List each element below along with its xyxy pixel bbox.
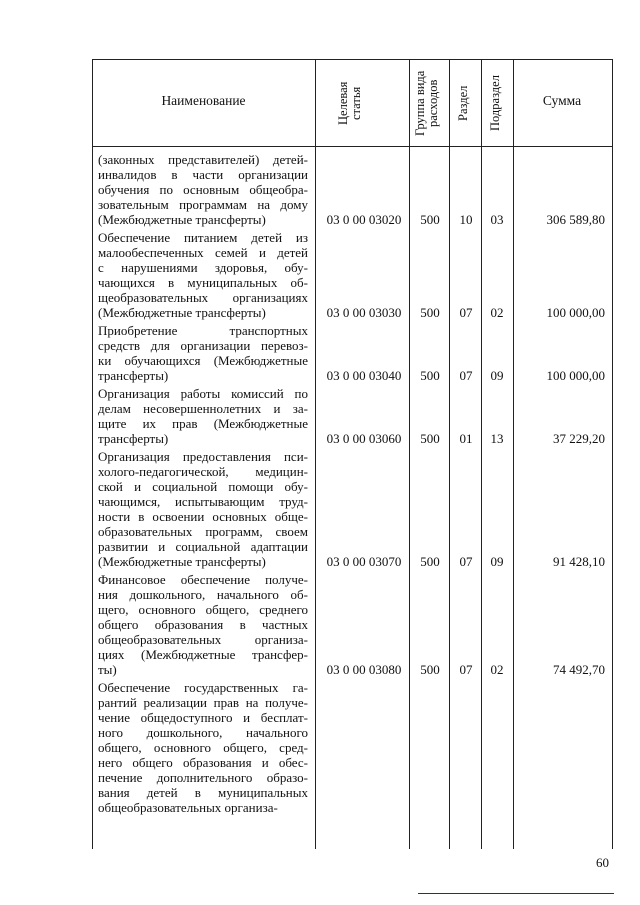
row-name-line: рантий реализации прав на получе- [98, 695, 308, 710]
row-name-line: инвалидов в части организации [98, 167, 308, 182]
row-name [98, 323, 308, 383]
row-name-line: трансферты) [98, 368, 169, 383]
row-name-line: (Межбюджетные трансферты) [98, 554, 266, 569]
row-name-line: Обеспечение государственных га- [98, 680, 308, 695]
header-sum: Сумма [542, 93, 582, 108]
header-name: Наименование [161, 93, 246, 108]
table-left-border [92, 59, 93, 849]
row-sum: 74 492,70 [553, 662, 605, 677]
row-target-code: 03 0 00 03070 [326, 554, 402, 569]
footer-rule [418, 893, 614, 894]
row-name-line: общего образования в частных [98, 617, 308, 632]
row-name-line: с нарушениями здоровья, обу- [98, 260, 308, 275]
row-target-code: 03 0 00 03080 [326, 662, 402, 677]
row-sum: 37 229,20 [553, 431, 605, 446]
table-top-border [92, 59, 612, 60]
row-name-line: образовательных программ, своем [98, 524, 308, 539]
row-name [98, 386, 308, 446]
column-divider-subsection [513, 59, 514, 849]
row-name-line: обучения по основным общеобра- [98, 182, 308, 197]
row-section: 10 [459, 212, 473, 227]
row-group: 500 [420, 305, 440, 320]
page-number: 60 [596, 855, 609, 870]
row-subsection: 09 [490, 554, 504, 569]
row-name-line: чающимся, испытывающим труд- [98, 494, 308, 509]
row-name-line: Обеспечение питанием детей из [98, 230, 308, 245]
row-name-line: трансферты) [98, 431, 169, 446]
row-name-line: малообеспеченных семей и детей [98, 245, 308, 260]
row-sum: 306 589,80 [546, 212, 605, 227]
row-name-line: ности в освоении основных обще- [98, 509, 308, 524]
row-name-line: вания детей в муниципальных [98, 785, 308, 800]
row-name-line: ской и социальной помощи обу- [98, 479, 308, 494]
row-name [98, 230, 308, 320]
row-section: 01 [459, 431, 473, 446]
row-name-line: чающихся в муниципальных об- [98, 275, 308, 290]
table-right-border [612, 59, 613, 849]
row-section: 07 [459, 305, 473, 320]
row-name-line: (Межбюджетные трансферты) [98, 212, 266, 227]
row-name-line: ного дошкольного, начального [98, 725, 308, 740]
column-divider-section [481, 59, 482, 849]
row-name-line: общеобразовательных организа- [98, 632, 308, 647]
row-name-line: печение дополнительного образо- [98, 770, 308, 785]
row-name-line: Организация работы комиссий по [98, 386, 308, 401]
row-name-line: общего, основного общего, сред- [98, 740, 308, 755]
row-name [98, 449, 308, 569]
row-sum: 100 000,00 [546, 368, 605, 383]
column-divider-group [449, 59, 450, 849]
row-name-line: Финансовое обеспечение получе- [98, 572, 308, 587]
row-name-line: щите их прав (Межбюджетные [98, 416, 308, 431]
row-group: 500 [420, 554, 440, 569]
row-name-line: холого-педагогической, медицин- [98, 464, 308, 479]
row-subsection: 09 [490, 368, 504, 383]
row-name [98, 680, 308, 815]
row-group: 500 [420, 431, 440, 446]
row-name-line: (законных представителей) детей- [98, 152, 308, 167]
row-name-line: общеобразовательных организа- [98, 800, 278, 815]
row-subsection: 02 [490, 662, 504, 677]
column-divider-name [315, 59, 316, 849]
row-group: 500 [420, 368, 440, 383]
row-name-line: чение общедоступного и бесплат- [98, 710, 308, 725]
row-section: 07 [459, 662, 473, 677]
row-name [98, 572, 308, 677]
row-name-line: него общего образования и обес- [98, 755, 308, 770]
row-name-line: ния дошкольного, начального об- [98, 587, 308, 602]
row-target-code: 03 0 00 03040 [326, 368, 402, 383]
row-target-code: 03 0 00 03060 [326, 431, 402, 446]
header-section: Раздел [456, 85, 470, 121]
row-subsection: 03 [490, 212, 504, 227]
row-name-line: Приобретение транспортных [98, 323, 308, 338]
row-name-line: Организация предоставления пси- [98, 449, 308, 464]
row-target-code: 03 0 00 03020 [326, 212, 402, 227]
row-name-line: развитии и социальной адаптации [98, 539, 308, 554]
row-subsection: 02 [490, 305, 504, 320]
row-group: 500 [420, 212, 440, 227]
row-sum: 100 000,00 [546, 305, 605, 320]
row-name-line: зовательным программам на дому [98, 197, 308, 212]
row-name-line: ки обучающихся (Межбюджетные [98, 353, 308, 368]
header-bottom-border [92, 146, 612, 147]
row-group: 500 [420, 662, 440, 677]
column-divider-target [409, 59, 410, 849]
row-section: 07 [459, 368, 473, 383]
row-subsection: 13 [490, 431, 504, 446]
row-name-line: ты) [98, 662, 117, 677]
row-name-line: (Межбюджетные трансферты) [98, 305, 266, 320]
row-target-code: 03 0 00 03030 [326, 305, 402, 320]
row-name-line: щего, основного общего, среднего [98, 602, 308, 617]
row-name-line: делам несовершеннолетних и за- [98, 401, 308, 416]
row-section: 07 [459, 554, 473, 569]
row-sum: 91 428,10 [553, 554, 605, 569]
row-name-line: щеобразовательных организациях [98, 290, 308, 305]
row-name [98, 152, 308, 227]
header-target: Целевая статья [336, 81, 363, 125]
row-name-line: средств для организации перевоз- [98, 338, 308, 353]
header-group: Группа вида расходов [413, 70, 440, 136]
header-subsection: Подраздел [488, 75, 502, 131]
row-name-line: циях (Межбюджетные трансфер- [98, 647, 308, 662]
